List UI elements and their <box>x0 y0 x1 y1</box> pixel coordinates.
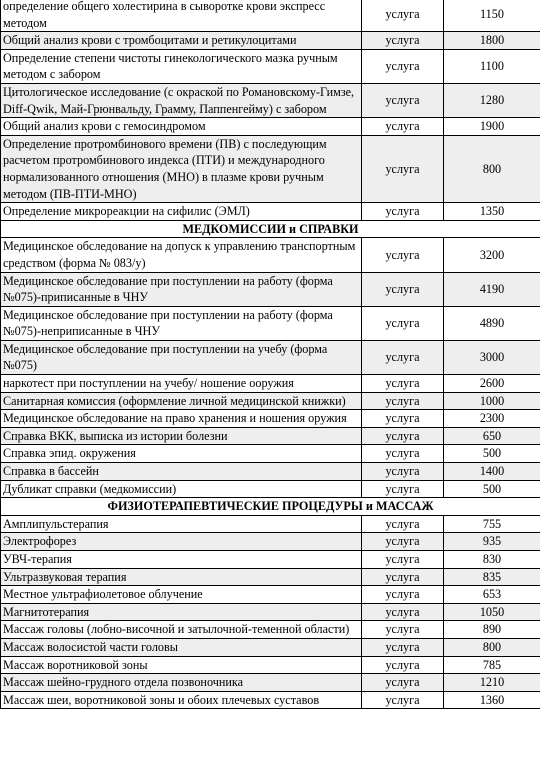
price-cell: 1360 <box>444 691 540 709</box>
price-cell: 1000 <box>444 392 540 410</box>
unit-cell: услуга <box>362 375 444 393</box>
service-name-cell: Массаж шейно-грудного отдела позвоночника <box>1 674 362 692</box>
price-cell: 1100 <box>444 49 540 83</box>
service-name-cell: Справка ВКК, выписка из истории болезни <box>1 427 362 445</box>
price-cell: 935 <box>444 533 540 551</box>
table-row <box>1 638 540 656</box>
price-cell: 1210 <box>444 674 540 692</box>
unit-cell: услуга <box>362 203 444 221</box>
service-name-cell: Общий анализ крови с гемосиндромом <box>1 118 362 136</box>
price-cell: 653 <box>444 586 540 604</box>
table-row <box>1 445 540 463</box>
unit-cell: услуга <box>362 410 444 428</box>
unit-cell: услуга <box>362 533 444 551</box>
price-cell: 3200 <box>444 238 540 272</box>
unit-cell: услуга <box>362 272 444 306</box>
unit-cell: услуга <box>362 0 444 32</box>
table-row <box>1 656 540 674</box>
service-name-cell: УВЧ-терапия <box>1 551 362 569</box>
table-row <box>1 203 540 221</box>
table-row <box>1 238 540 272</box>
unit-cell: услуга <box>362 480 444 498</box>
price-cell: 3000 <box>444 340 540 374</box>
price-cell: 890 <box>444 621 540 639</box>
unit-cell: услуга <box>362 427 444 445</box>
unit-cell: услуга <box>362 392 444 410</box>
table-row <box>1 621 540 639</box>
unit-cell: услуга <box>362 515 444 533</box>
service-name-cell: Амплипульстерапия <box>1 515 362 533</box>
unit-cell: услуга <box>362 586 444 604</box>
price-cell: 1280 <box>444 83 540 117</box>
price-cell: 800 <box>444 638 540 656</box>
unit-cell: услуга <box>362 340 444 374</box>
table-row <box>1 568 540 586</box>
price-cell: 500 <box>444 480 540 498</box>
table-row <box>1 515 540 533</box>
table-row <box>1 480 540 498</box>
unit-cell: услуга <box>362 621 444 639</box>
unit-cell: услуга <box>362 551 444 569</box>
service-name-cell: наркотест при поступлении на учебу/ ношение оoружия <box>1 375 362 393</box>
unit-cell: услуга <box>362 49 444 83</box>
service-name-cell: Медицинское обследование при поступлении на учебу (форма №075) <box>1 340 362 374</box>
price-cell: 1800 <box>444 32 540 50</box>
section-title: ФИЗИОТЕРАПЕВТИЧЕСКИЕ ПРОЦЕДУРЫ и МАССАЖ <box>1 498 540 516</box>
price-cell: 2600 <box>444 375 540 393</box>
service-name-cell: Медицинское обследование при поступлении на работу (форма №075)-приписанные в ЧНУ <box>1 272 362 306</box>
price-cell: 835 <box>444 568 540 586</box>
table-row <box>1 691 540 709</box>
unit-cell: услуга <box>362 568 444 586</box>
service-name-cell: Определение степени чистоты гинекологического мазка ручным методом с забором <box>1 49 362 83</box>
unit-cell: услуга <box>362 135 444 202</box>
table-row <box>1 135 540 202</box>
unit-cell: услуга <box>362 656 444 674</box>
table-row <box>1 306 540 340</box>
table-row <box>1 586 540 604</box>
table-row <box>1 410 540 428</box>
service-name-cell: Электрофорез <box>1 533 362 551</box>
table-row <box>1 674 540 692</box>
price-cell: 830 <box>444 551 540 569</box>
service-name-cell: Магнитотерапия <box>1 603 362 621</box>
table-row <box>1 375 540 393</box>
table-row <box>1 392 540 410</box>
service-name-cell: Общий анализ крови с тромбоцитами и ретикулоцитами <box>1 32 362 50</box>
price-table-body <box>1 0 540 709</box>
price-cell: 650 <box>444 427 540 445</box>
section-title: МЕДКОМИССИИ и СПРАВКИ <box>1 220 540 238</box>
unit-cell: услуга <box>362 306 444 340</box>
service-name-cell: Определение микрореакции на сифилис (ЭМЛ) <box>1 203 362 221</box>
service-name-cell: Медицинское обследование на допуск к управлению транспортным средством (форма № 083/у) <box>1 238 362 272</box>
price-cell: 755 <box>444 515 540 533</box>
section-header-row <box>1 220 540 238</box>
unit-cell: услуга <box>362 83 444 117</box>
price-cell: 1150 <box>444 0 540 32</box>
unit-cell: услуга <box>362 445 444 463</box>
section-header-row <box>1 498 540 516</box>
table-row <box>1 603 540 621</box>
service-name-cell: Ультразвуковая терапия <box>1 568 362 586</box>
service-name-cell: Местное ультрафиолетовое облучение <box>1 586 362 604</box>
unit-cell: услуга <box>362 118 444 136</box>
unit-cell: услуга <box>362 463 444 481</box>
service-name-cell: Массаж головы (лобно-височной и затылочной-теменной области) <box>1 621 362 639</box>
table-row <box>1 340 540 374</box>
price-cell: 1350 <box>444 203 540 221</box>
service-name-cell: Дубликат справки (медкомиссии) <box>1 480 362 498</box>
service-name-cell: Медицинское обследование при поступлении на работу (форма №075)-неприписанные в ЧНУ <box>1 306 362 340</box>
unit-cell: услуга <box>362 691 444 709</box>
table-row <box>1 83 540 117</box>
service-name-cell: Массаж шеи, воротниковой зоны и обоих плечевых суставов <box>1 691 362 709</box>
service-name-cell: Определение протромбинового времени (ПВ) с последующим расчетом протромбинового индекса (ПТИ) и международного нормализованного отношения (МНО) в плазме крови ручным методом (ПВ-ПТИ-МНО) <box>1 135 362 202</box>
price-cell: 4190 <box>444 272 540 306</box>
unit-cell: услуга <box>362 32 444 50</box>
price-cell: 1900 <box>444 118 540 136</box>
table-row <box>1 463 540 481</box>
price-cell: 2300 <box>444 410 540 428</box>
table-row <box>1 49 540 83</box>
table-row <box>1 427 540 445</box>
table-row <box>1 533 540 551</box>
service-name-cell: Санитарная комиссия (оформление личной медицинской книжки) <box>1 392 362 410</box>
unit-cell: услуга <box>362 638 444 656</box>
price-cell: 1050 <box>444 603 540 621</box>
table-row <box>1 0 540 32</box>
service-name-cell: определение общего холестирина в сыворотке крови экспресс методом <box>1 0 362 32</box>
table-row <box>1 32 540 50</box>
table-row <box>1 272 540 306</box>
service-name-cell: Массаж воротниковой зоны <box>1 656 362 674</box>
price-cell: 800 <box>444 135 540 202</box>
service-name-cell: Справка в бассейн <box>1 463 362 481</box>
price-cell: 4890 <box>444 306 540 340</box>
service-name-cell: Массаж волосистой части головы <box>1 638 362 656</box>
service-name-cell: Медицинское обследование на право хранения и ношения оружия <box>1 410 362 428</box>
service-name-cell: Цитологическое исследование (с окраской по Романовскому-Гимзе, Diff-Qwik, Май-Грюнвальду, Грамму, Паппенгейму) с забором <box>1 83 362 117</box>
service-name-cell: Справка эпид. окружения <box>1 445 362 463</box>
price-cell: 785 <box>444 656 540 674</box>
table-row <box>1 551 540 569</box>
price-cell: 500 <box>444 445 540 463</box>
unit-cell: услуга <box>362 603 444 621</box>
table-row <box>1 118 540 136</box>
unit-cell: услуга <box>362 674 444 692</box>
unit-cell: услуга <box>362 238 444 272</box>
price-cell: 1400 <box>444 463 540 481</box>
